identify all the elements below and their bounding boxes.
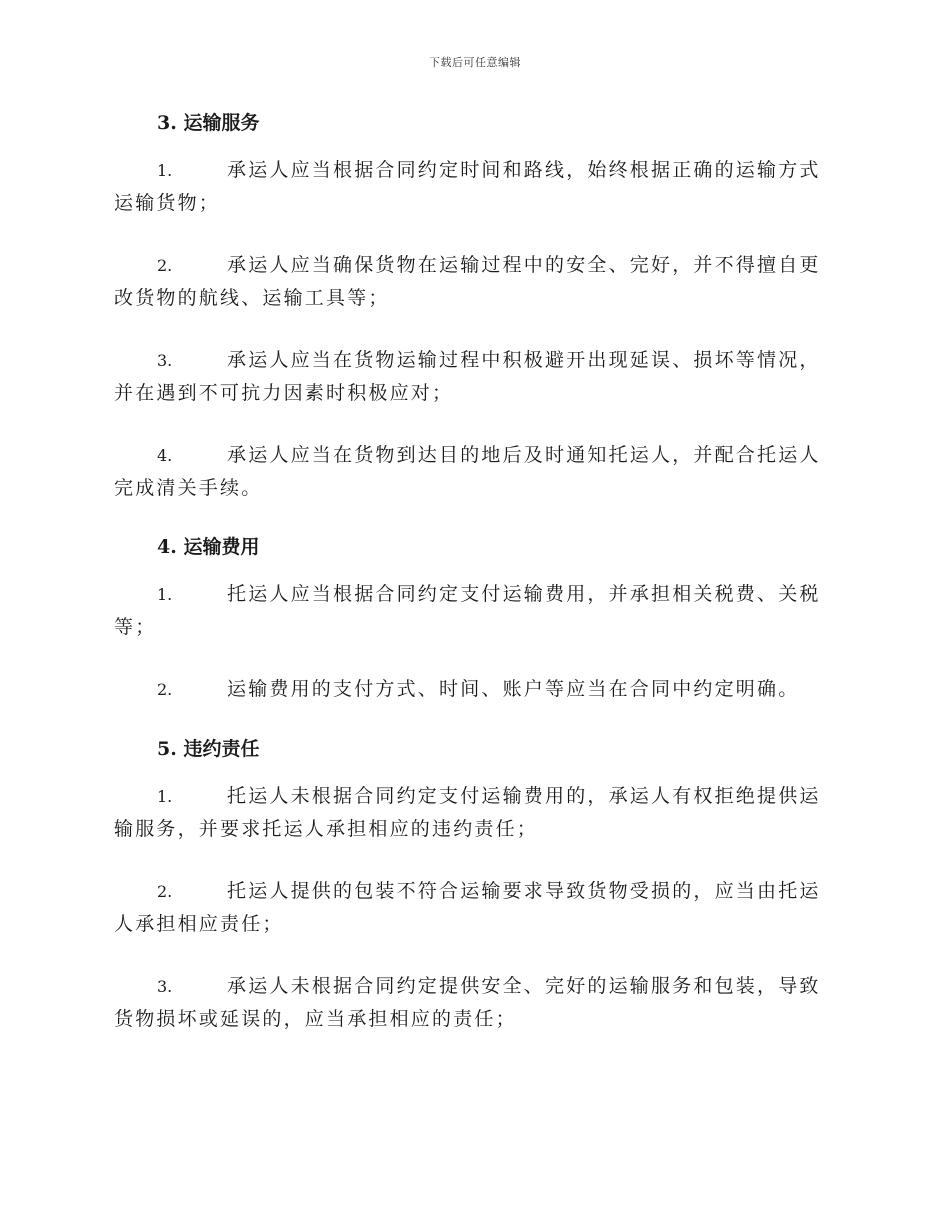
clause-text: 托运人未根据合同约定支付运输费用的，承运人有权拒绝提供运输服务，并要求托运人承担相应的违约责任； (114, 785, 821, 840)
clause-4-1 (114, 578, 834, 643)
section-heading-liability: 5. 违约责任 (157, 738, 260, 760)
clause-text: 承运人应当在货物到达目的地后及时通知托运人，并配合托运人完成清关手续。 (114, 444, 821, 499)
clause-number: 3. (157, 351, 173, 370)
clause-5-1 (114, 780, 834, 845)
clause-number: 4. (157, 446, 173, 465)
clause-text: 运输费用的支付方式、时间、账户等应当在合同中约定明确。 (227, 678, 800, 700)
clause-number: 1. (157, 585, 173, 604)
clause-text: 托运人提供的包装不符合运输要求导致货物受损的，应当由托运人承担相应责任； (114, 880, 821, 935)
clause-number: 3. (157, 977, 173, 996)
clause-number: 2. (157, 256, 173, 275)
clause-5-3 (114, 970, 834, 1035)
clause-text: 承运人应当在货物运输过程中积极避开出现延误、损坏等情况，并在遇到不可抗力因素时积极应对； (114, 349, 821, 404)
clause-3-3 (114, 344, 834, 409)
clause-number: 1. (157, 787, 173, 806)
section-heading-transport-fees: 4. 运输费用 (157, 536, 260, 558)
clause-3-2 (114, 249, 834, 314)
clause-3-4 (114, 439, 834, 504)
clause-number: 2. (157, 680, 173, 699)
clause-5-2 (114, 875, 834, 940)
clause-number: 1. (157, 161, 173, 180)
clause-text: 承运人应当根据合同约定时间和路线，始终根据正确的运输方式运输货物； (114, 159, 821, 214)
clause-text: 承运人应当确保货物在运输过程中的安全、完好，并不得擅自更改货物的航线、运输工具等； (114, 254, 821, 309)
section-heading-transport-service: 3. 运输服务 (157, 112, 260, 134)
clause-text: 承运人未根据合同约定提供安全、完好的运输服务和包装，导致货物损坏或延误的，应当承担相应的责任； (114, 975, 821, 1030)
page-header-note: 下载后可任意编辑 (429, 56, 521, 69)
clause-3-1 (114, 154, 834, 219)
document-body (114, 108, 834, 1035)
clause-number: 2. (157, 882, 173, 901)
clause-text: 托运人应当根据合同约定支付运输费用，并承担相关税费、关税等； (114, 583, 821, 638)
clause-4-2 (114, 673, 834, 706)
